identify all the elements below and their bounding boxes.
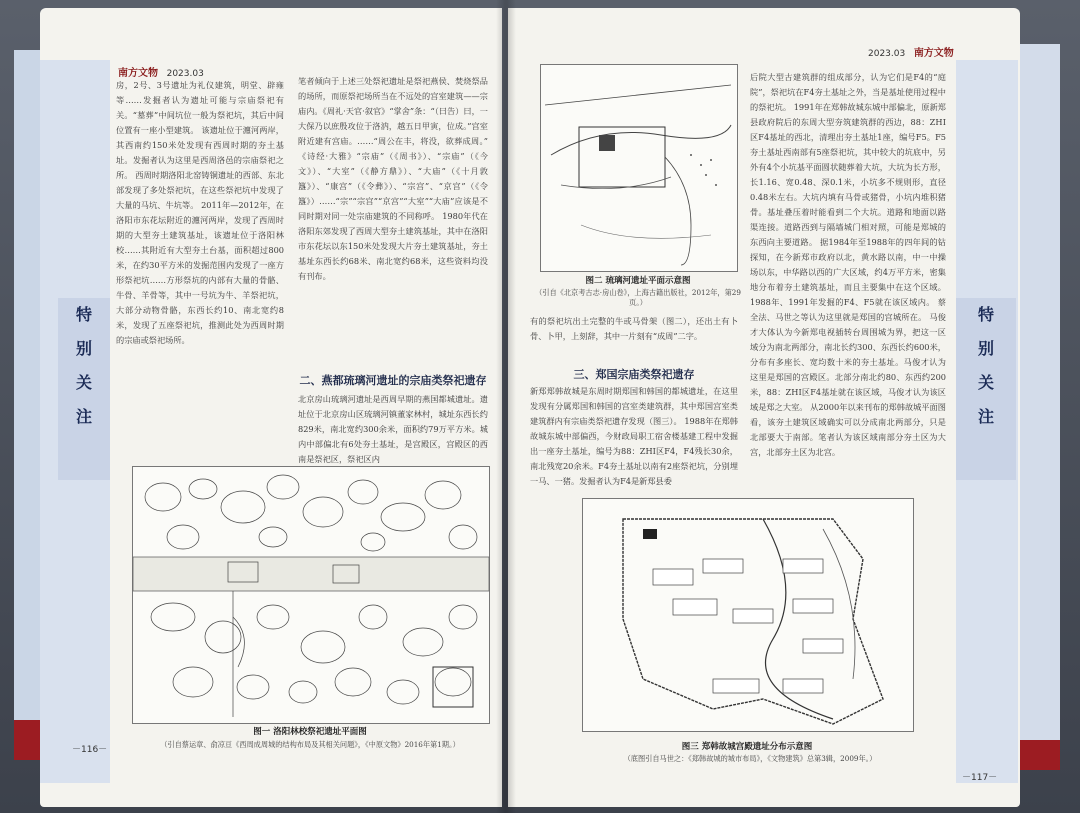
right-page-number: －117－ [962, 773, 998, 783]
right-tab-char: 关 [977, 373, 994, 392]
section-2-text: 北京房山琉璃河遗址是西周早期的燕国都城遗址。遗址位于北京房山区琉璃河镇董家林村，城址东西长约829米，南北宽约300余米，面积约79万平方米。城内中部偏北有6处夯土基址，是宫殿区，宫殿区的西南是祭祀区，祭祀区内 [298, 394, 488, 464]
section-3-heading: 三、郑国宗庙类祭祀遗存 [573, 368, 695, 381]
figure-3-caption: 图三 郑韩故城宫殿遗址分布示意图 [681, 742, 813, 752]
issue-number: 2023.03 [868, 49, 906, 59]
figure-2-site-map [540, 64, 738, 272]
book-gutter-shadow [496, 0, 516, 813]
figure-2-caption: 图二 琉璃河遗址平面示意图 [585, 276, 691, 286]
right-header [868, 44, 954, 59]
liulihe-map-drawing [541, 65, 737, 271]
left-tab-char: 特 [75, 305, 92, 324]
figure-2-source: （引自《北京考古志·房山卷》，上海古籍出版社，2012年，第29页。） [535, 288, 741, 307]
right-tab-char: 特 [977, 305, 994, 324]
site-plan-drawing [133, 467, 489, 723]
book-edge-right [1016, 44, 1060, 754]
left-column-1-text: 房，2号、3号遗址为礼仪建筑，明堂、辟雍等……发掘者认为遗址可能与宗庙祭祀有关。“墓葬”中间坑位一般为祭祀坑，其后中间位置有一座小型建筑。 该遗址位于瀍河两岸，其西南约150米处发现有西周时期的夯土基址。发掘者认为这里是西周洛邑的宗庙祭祀之所。 西周时期洛阳北窑铸铜遗址的西部、东北部发现了多处祭祀坑，在这些祭祀坑中发现了大量的马坑、牛坑等。 2011年—2012年，在洛阳市东花坛附近的瀍河两岸，发现了西周时期的大型夯土建筑基址，该遗址位于洛阳林校……其附近有大型夯土台基，面积超过800米，在约30平方米的发掘范围内发现了一座方形祭祀坑……方形祭坑的内部有大量的骨骼、牛骨、羊骨等，其中一号坑为牛、羊祭祀坑，大部分动物骨骼，东西长约10、南北宽约8米，发现了五座祭祀坑，推测此处为西周时期的宗庙或祭祀场所。 [116, 80, 284, 345]
left-page-number: －116－ [72, 745, 108, 755]
left-tab-char: 别 [75, 339, 92, 358]
zhenghan-map-drawing [583, 499, 913, 731]
issue-number: 2023.03 [166, 69, 204, 79]
left-header [118, 64, 204, 79]
right-column-1-text: 有的祭祀坑出土完整的牛或马骨架（图二），还出土有卜骨、卜甲，上刻辞，其中一片刻有“成周”二字。 [530, 316, 738, 341]
journal-logo: 南方文物 [913, 48, 954, 59]
figure-1-site-plan [132, 466, 490, 724]
figure-3-palace-map [582, 498, 914, 732]
section-3-text: 新郑郑韩故城是东周时期郑国和韩国的都城遗址，在这里发现有分属郑国和韩国的宫室类建筑群，其中郑国宫室类建筑群内有宗庙类祭祀遗存发现（图三）。 1988年在郑韩故城东城中部偏西，今财政局职工宿舍楼基建工程中发掘出一座夯土基址，编号为88：ZHⅠ区F4，F4残长30余，南北残宽20余米。F4夯土基址以南有2座祭祀坑，分别埋一马、一猪。发掘者认为F4是新郑县委 [530, 386, 738, 486]
figure-1-source: （引自蔡运章、俞凉亘《西周成周城的结构布局及其相关问题》，《中原文物》2016年第1期。） [160, 740, 460, 749]
right-tab-char: 注 [977, 407, 994, 426]
left-tab-char: 关 [75, 373, 92, 392]
section-2-heading: 二、燕都琉璃河遗址的宗庙类祭祀遗存 [299, 374, 487, 387]
right-column-2-text: 后院大型古建筑群的组成部分，认为它们是F4的“庭院”，祭祀坑在F4夯土基址之外，当是基址使用过程中的祭祀坑。 1991年在郑韩故城东城中部偏北，原新郑县政府院后的东周大型夯筑建筑群的西边，88：ZHⅠ区F4基址的西北，清理出夯土基址1座，编号F5。F5夯土基址西南部有5座祭祀坑，其中较大的坑底中，另外有4个小坑基平面圆状随葬着大坑，大坑为长方形，长1.16、宽0.48、深0.1米，小坑多不规则形，直径0.48米左右。大坑内填有马骨或猪骨，小坑内堆积猪骨。基址叠压着时能看到二个大坑。道路和地面以路渠连接。道路西到与隔墙城门相对照，可能是郑城的东西向主要道路。 据1984年至1988年的四年间的钻探知，在今新郑市政府以北，黄水路以南，中一中操场以东，中华路以西的广大区域，约4万平方米，密集地分布着夯土建筑基址，而且主要集中在这个区域。1988年、1991年发掘的F4、F5就在该区域内。 蔡全法、马世之等认为这里就是郑国的宫城所在。 马俊才大体认为今新郑电视插转台周围城为界，把这一区域分为南北两部分，南北长约300、东西长约600米，分布有多座长、宽均数十米的夯土基址。马俊才认为这里是郑国的宫殿区。北部分南北约80、东西约200米，88：ZHⅠ区F4基址就在该区域，马俊才认为该区域是郑之大室。 从2000年以来刊布的郑韩故城平面图看，该夯土建筑区域确实可以分成南北两部分，只是北部要大于南部。笔者认为该区域南部分夯土区为大宫，北部夯土区为北宫。 [750, 72, 946, 457]
book-edge-red-band-right [1016, 740, 1060, 770]
figure-3-source: （底图引自马世之：《郑韩故城的城市布局》，《文物建筑》总第3辑，2009年。） [623, 754, 877, 763]
figure-1-caption: 图一 洛阳林校祭祀遗址平面图 [253, 727, 367, 737]
left-tab-char: 注 [75, 407, 92, 426]
right-side-tab [956, 298, 1016, 480]
right-tab-char: 别 [977, 339, 994, 358]
journal-logo: 南方文物 [118, 68, 158, 79]
left-column-2-text: 笔者倾向于上述三处祭祀遗址是祭祀燕侯、焚烧祭品的场所，而原祭祀场所当在不远处的宫室建筑——宗庙内。《周礼·天官·叙官》“掌舍”条：“（曰告）曰，一大保乃以庶殷攻位于洛汭，越五日甲寅，位成。”宫室附近建有宫庙。……“周公在丰，将没，欲葬成周。” 《诗经·大雅》“宗庙”（《周书》）、“宗庙”（《今文》）、“大室”（《静方鼎》）、“大庙”（《十月敦簋》）、“康宫”（《令彝》）、“宗宫”、“京宫”（《令簋》）……“宗”“宗宫”“京宫”“大室”“大庙”应该是不同时期对同一处宗庙建筑的不同称呼。 1980年代在洛阳东郊发现了西周大型夯土建筑基址，其中在洛阳市东花坛以东150米处发现大片夯土建筑基址，夯土基址东西长约68米、南北宽约68米，这些资料均没有刊布。 [298, 76, 488, 281]
left-side-tab [58, 298, 110, 480]
